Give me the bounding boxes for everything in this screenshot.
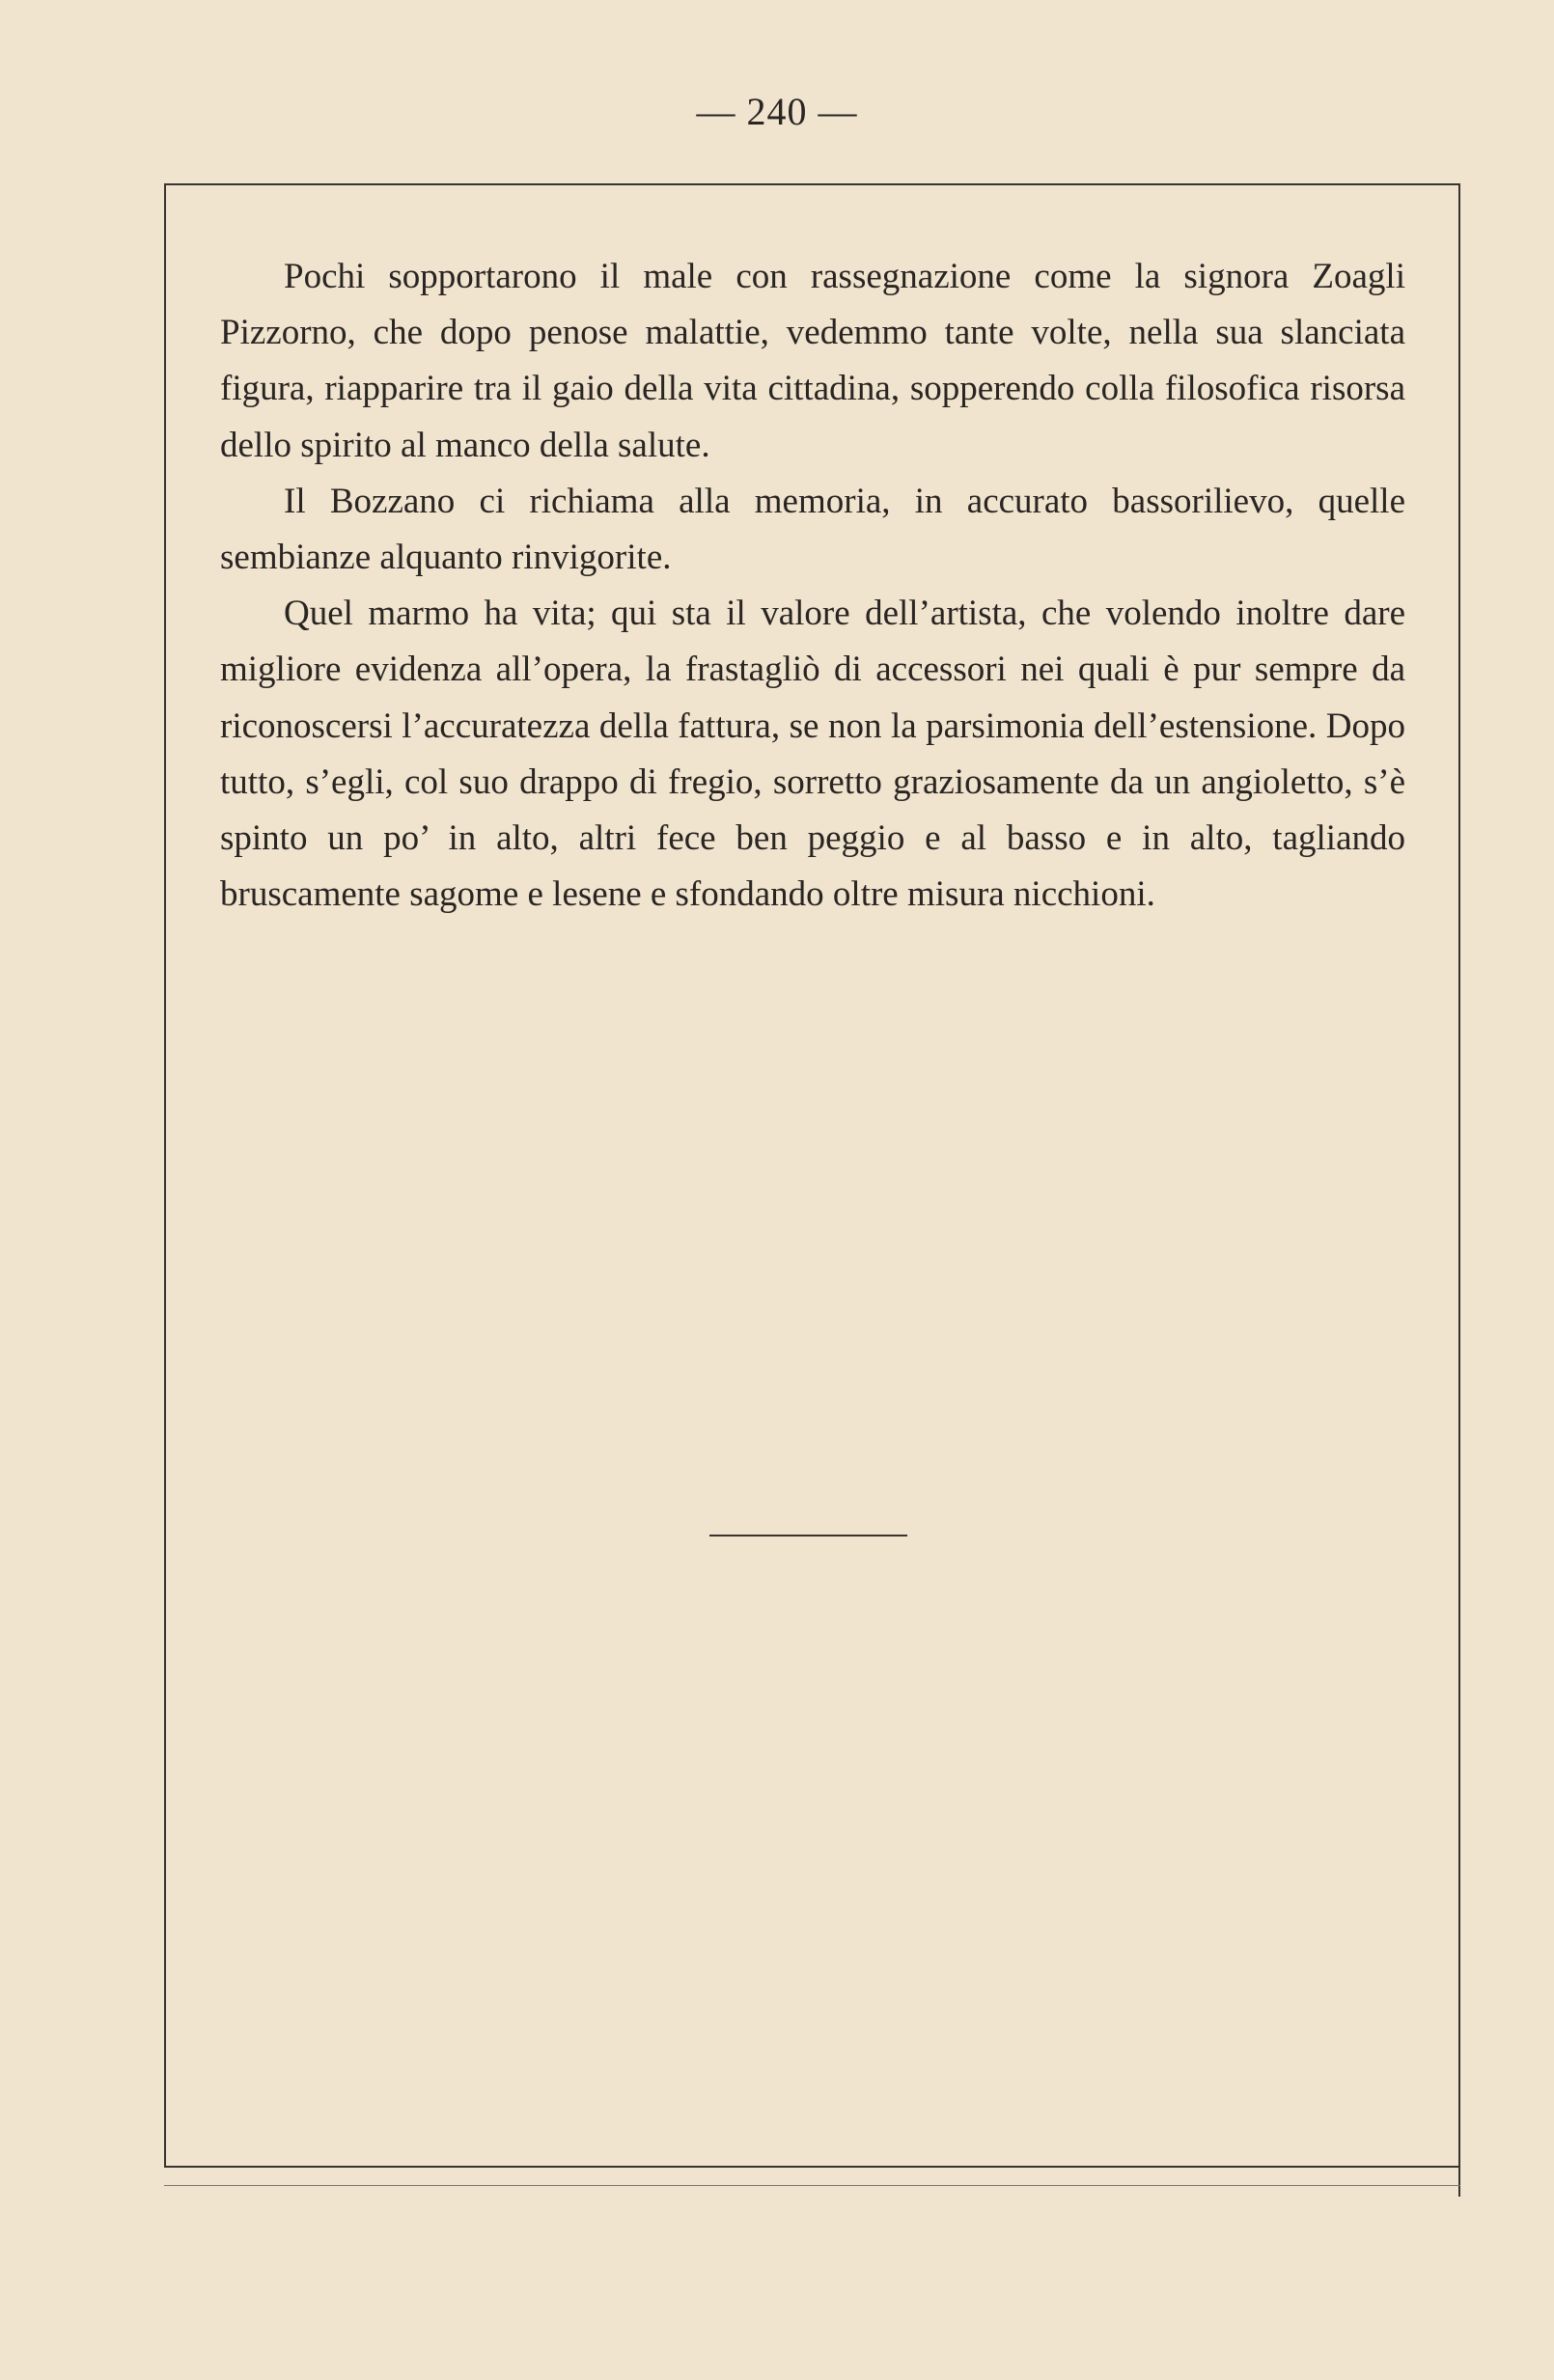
frame-left-rule	[164, 183, 166, 2166]
paragraph: Il Bozzano ci richiama alla memoria, in accurato bassorilievo, quelle sembianze alquanto rinvigorite.	[220, 481, 1405, 578]
frame-bottom-secondary-rule	[164, 2185, 1460, 2186]
frame-right-rule	[1458, 183, 1460, 2197]
paragraph: Quel marmo ha vita; qui sta il valore dell’artista, che volendo inoltre dare migliore evidenza all’opera, la frastagliò di accessori nei quali è pur sempre da riconoscersi l’accuratezza della fattura, se non la parsimonia dell’estensione. Dopo tutto, s’egli, col suo drappo di fregio, sorretto graziosamente da un angioletto, s’è spinto un po’ in alto, altri fece ben peggio e al basso e in alto, tagliando bruscamente sagome e lesene e sfondando oltre misura nicchioni.	[220, 594, 1405, 915]
body-text	[220, 249, 1405, 923]
page-number: — 240 —	[696, 90, 858, 133]
frame-top-rule	[164, 183, 1460, 185]
paragraph: Pochi sopportarono il male con rassegnazione come la signora Zoagli Pizzorno, che dopo penose malattie, vedemmo tante volte, nella sua slanciata figura, riapparire tra il gaio della vita cittadina, sopperendo colla filosofica risorsa dello spirito al manco della salute.	[220, 257, 1405, 465]
frame-bottom-rule	[164, 2166, 1460, 2168]
section-end-rule	[709, 1535, 907, 1536]
